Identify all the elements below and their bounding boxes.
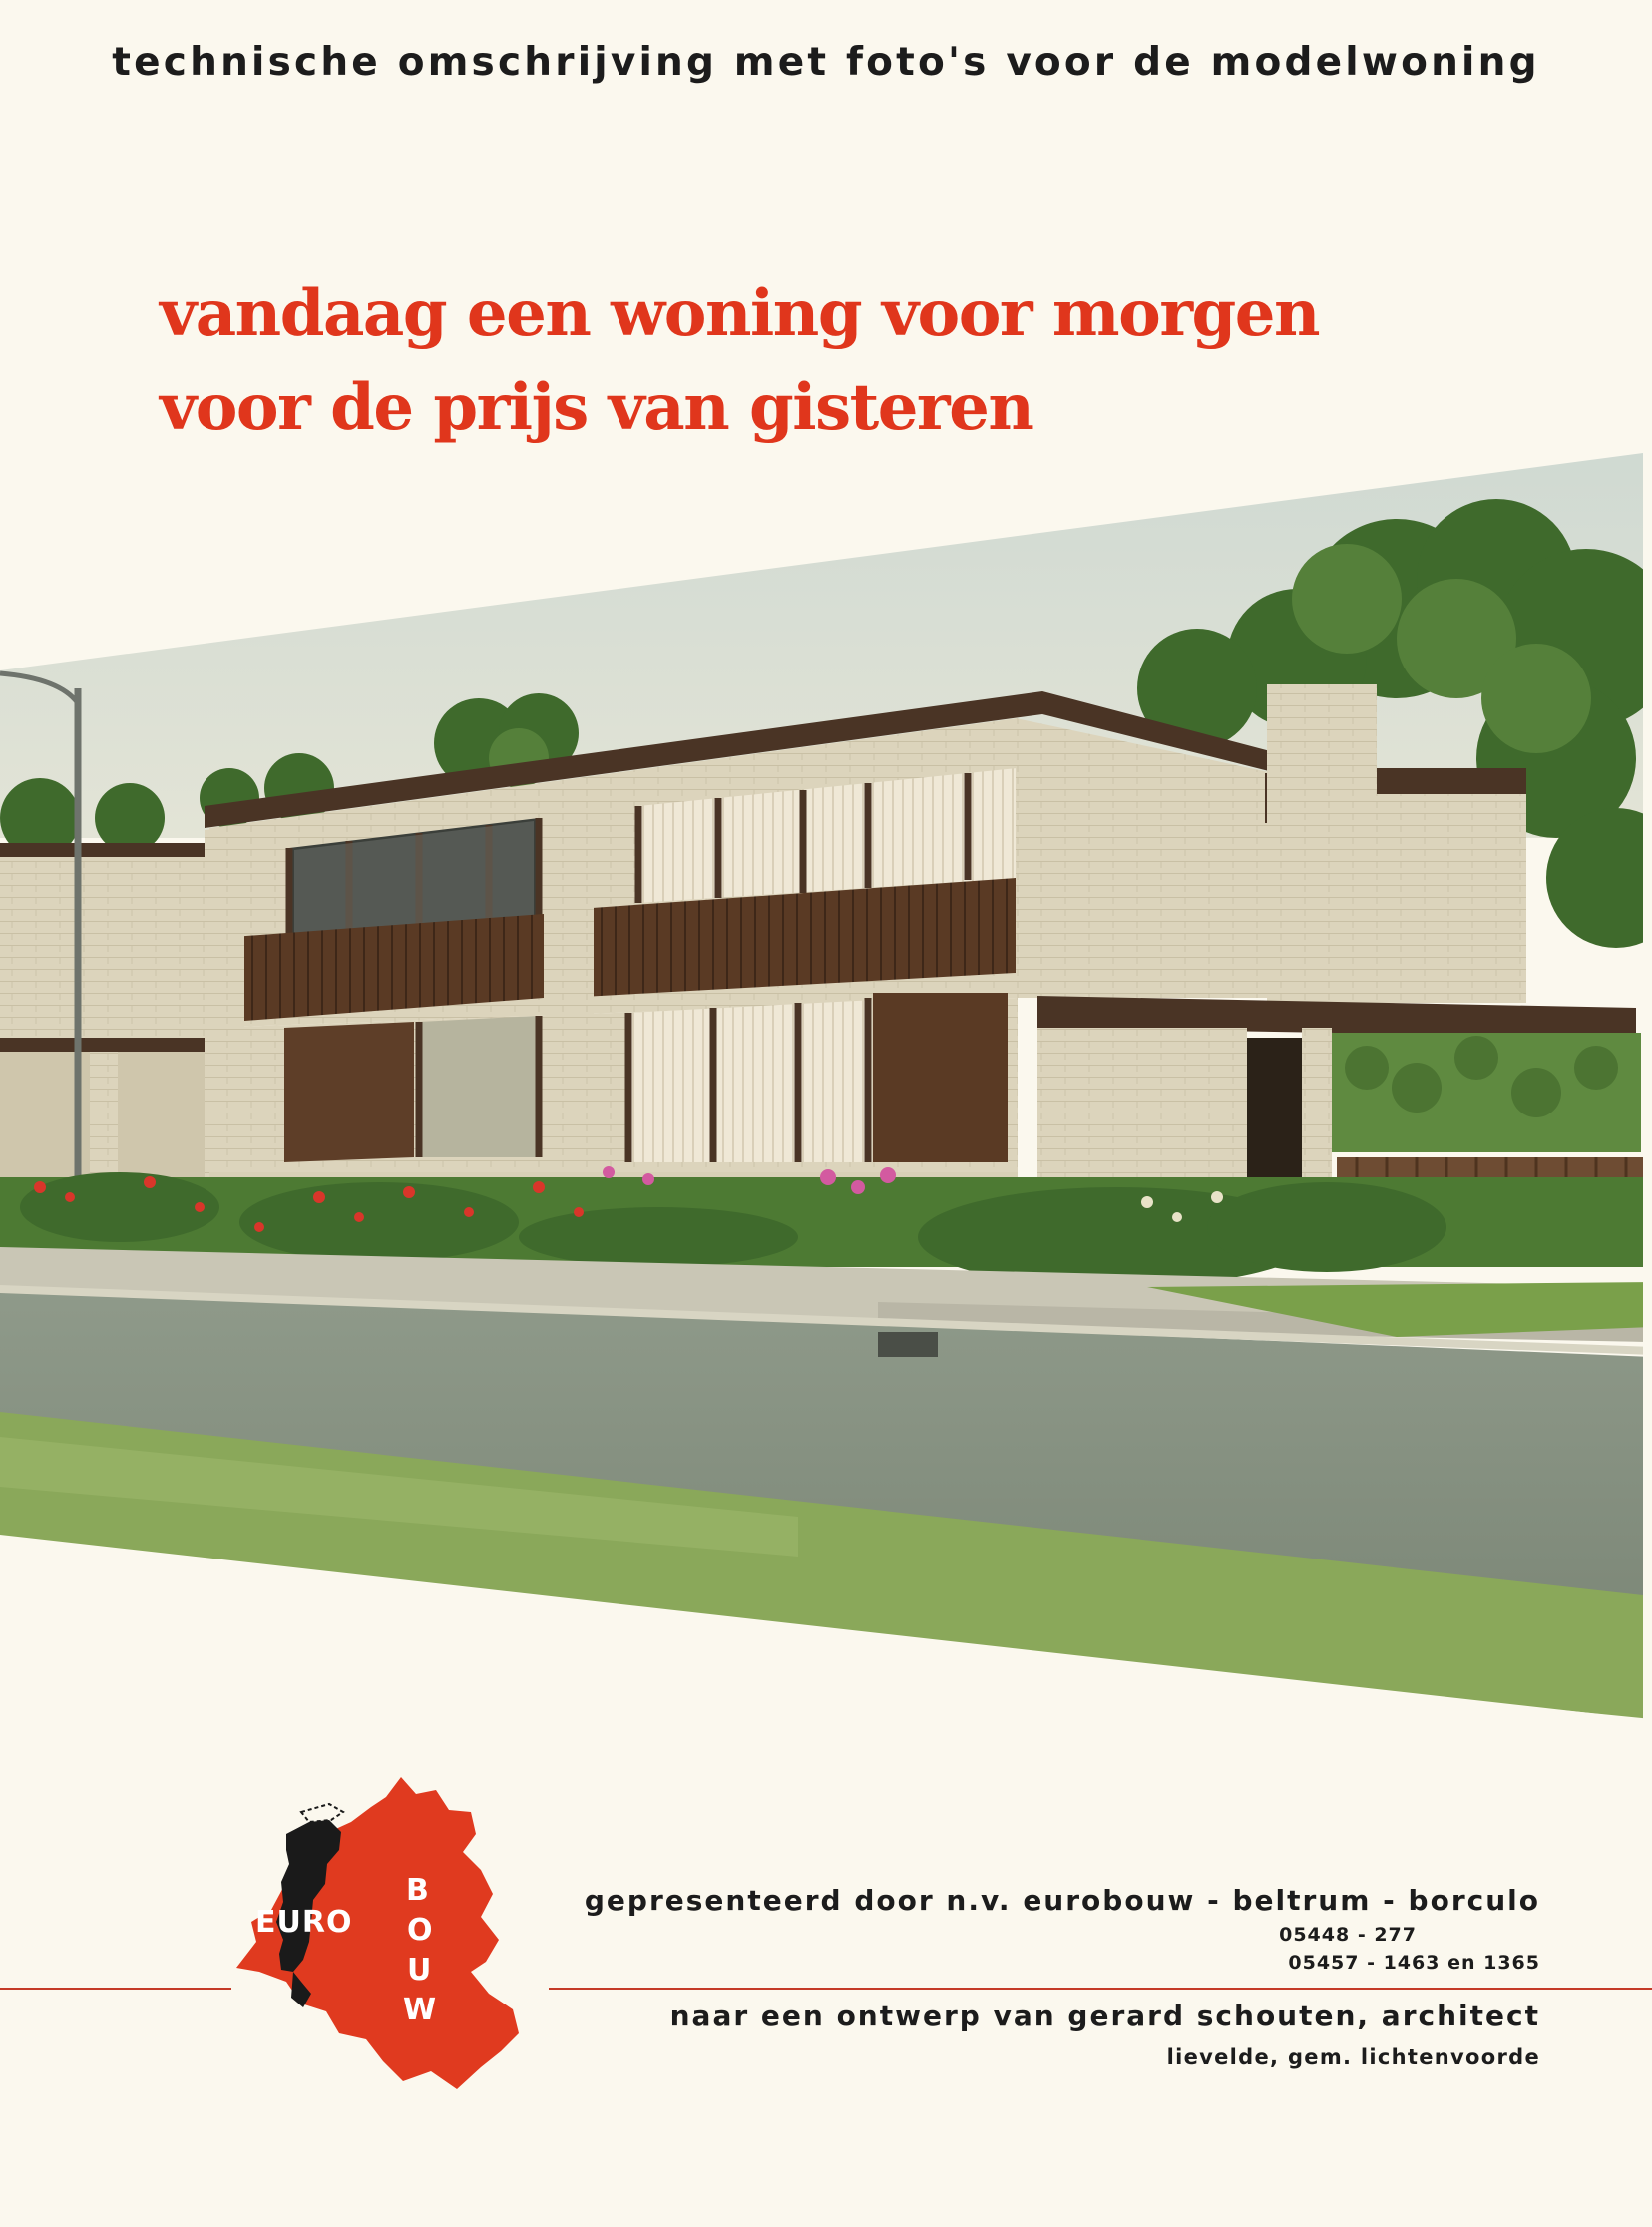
logo-letter-o: O xyxy=(407,1913,433,1948)
eurobouw-logo xyxy=(231,1772,541,2091)
slogan-line-1: vandaag een woning voor morgen xyxy=(160,276,1320,351)
divider-right xyxy=(549,1988,1652,1990)
phone-number-2: 05457 - 1463 en 1365 xyxy=(1288,1952,1540,1974)
phone-number-1: 05448 - 277 xyxy=(1279,1924,1417,1946)
presented-by: gepresenteerd door n.v. eurobouw - beltrum - borculo xyxy=(584,1884,1540,1917)
logo-word-euro: EURO xyxy=(255,1905,353,1940)
logo-letter-u: U xyxy=(407,1953,432,1988)
brochure-subtitle: technische omschrijving met foto's voor de modelwoning xyxy=(112,40,1540,85)
logo-letter-b: B xyxy=(406,1873,429,1908)
divider-left xyxy=(0,1988,231,1990)
slogan-line-2: voor de prijs van gisteren xyxy=(160,370,1033,445)
logo-letter-w: W xyxy=(403,1993,437,2027)
architect-location: lievelde, gem. lichtenvoorde xyxy=(1166,2045,1540,2069)
designed-by: naar een ontwerp van gerard schouten, architect xyxy=(669,2000,1540,2032)
